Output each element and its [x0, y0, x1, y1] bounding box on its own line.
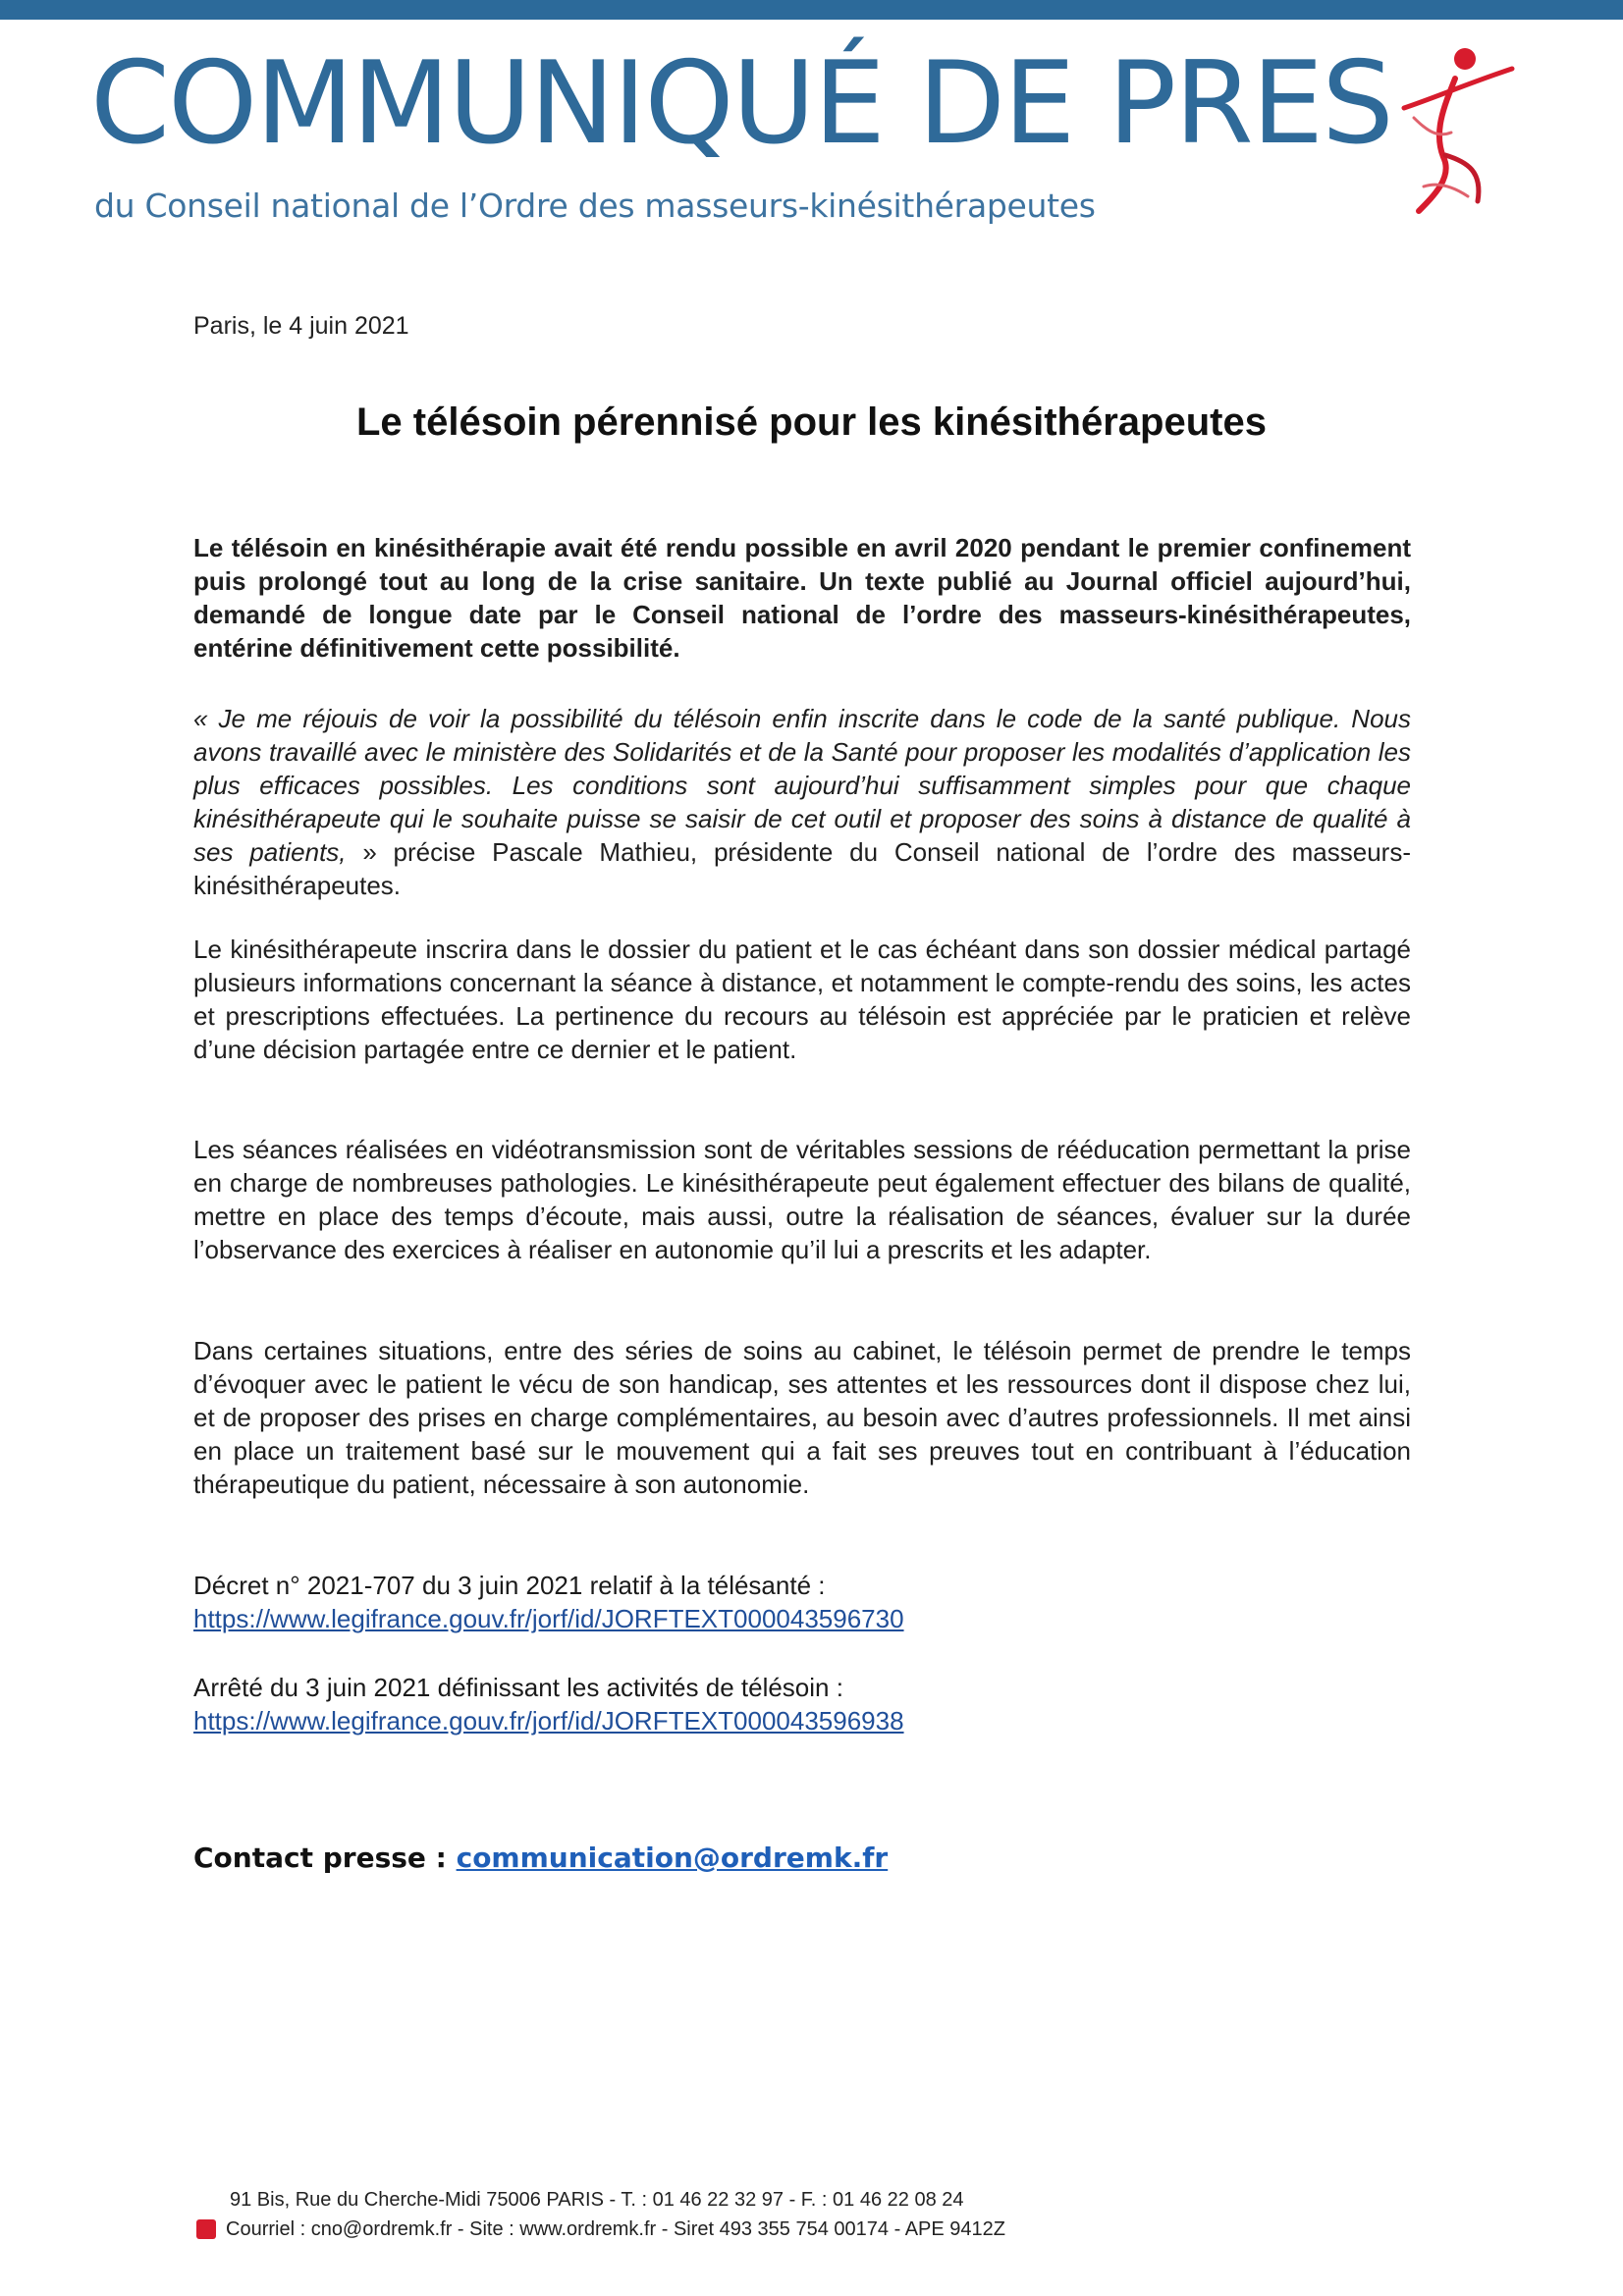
footer-details: Courriel : cno@ordremk.fr - Site : www.ordremk.fr - Siret 493 355 754 00174 - APE 9412Z	[226, 2218, 1005, 2240]
reference-link[interactable]: https://www.legifrance.gouv.fr/jorf/id/JORFTEXT000043596938	[193, 1706, 904, 1735]
quote-attribution: » précise Pascale Mathieu, présidente du Conseil national de l’ordre des masseurs-kinésithérapeutes.	[193, 837, 1411, 900]
quote-text: « Je me réjouis de voir la possibilité du télésoin enfin inscrite dans le code de la santé publique. Nous avons travaillé avec le ministère des Solidarités et de la Santé pour proposer les modalités d’application les plus efficaces possibles. Les conditions sont aujourd’hui suffisamment simples pour que chaque kinésithérapeute qui le souhaite puisse se saisir de cet outil et proposer des soins à distance de qualité à ses patients,	[193, 704, 1411, 867]
masthead-subtitle: du Conseil national de l’Ordre des masseurs-kinésithérapeutes	[94, 187, 1096, 225]
red-square-icon	[196, 2219, 216, 2239]
reference-label: Décret n° 2021-707 du 3 juin 2021 relatif à la télésanté :	[193, 1571, 826, 1600]
body-paragraph: Les séances réalisées en vidéotransmission sont de véritables sessions de rééducation permettant la prise en charge de nombreuses pathologies. Le kinésithérapeute peut également effectuer des bilans de qualité, mettre en place des temps d’écoute, mais aussi, outre la réalisation de séances, évaluer sur la durée l’observance des exercices à réaliser en autonomie qu’il lui a prescrits et les adapter.	[193, 1135, 1411, 1264]
reference-label: Arrêté du 3 juin 2021 définissant les activités de télésoin :	[193, 1673, 843, 1702]
quote-paragraph	[193, 702, 1411, 902]
top-accent-bar	[0, 0, 1623, 20]
body-paragraph: Dans certaines situations, entre des séries de soins au cabinet, le télésoin permet de prendre le temps d’évoquer avec le patient le vécu de son handicap, ses attentes et les ressources dont il dispose chez lui, et de proposer des prises en charge complémentaires, au besoin avec d’autres professionnels. Il met ainsi en place un traitement basé sur le mouvement qui a fait ses preuves tout en contribuant à l’éducation thérapeutique du patient, nécessaire à son autonomie.	[193, 1336, 1411, 1499]
press-contact	[193, 1842, 888, 1874]
reference-link[interactable]: https://www.legifrance.gouv.fr/jorf/id/JORFTEXT000043596730	[193, 1604, 904, 1633]
contact-label: Contact presse :	[193, 1842, 457, 1874]
masthead-title: COMMUNIQUÉ DE PRES	[90, 37, 1392, 170]
contact-email-link[interactable]: communication@ordremk.fr	[456, 1842, 889, 1874]
footer-details-row	[196, 2215, 1005, 2244]
headline: Le télésoin pérennisé pour les kinésithérapeutes	[356, 400, 1267, 444]
body-paragraph: Le kinésithérapeute inscrira dans le dossier du patient et le cas échéant dans son dossier médical partagé plusieurs informations concernant la séance à distance, et notamment le compte-rendu des soins, les actes et prescriptions effectuées. La pertinence du recours au télésoin est appréciée par le praticien et relève d’une décision partagée entre ce dernier et le patient.	[193, 934, 1411, 1064]
reference-arrete	[193, 1671, 1411, 1737]
reference-decret	[193, 1569, 1411, 1635]
red-figure-logo-icon	[1375, 39, 1522, 216]
lead-paragraph: Le télésoin en kinésithérapie avait été rendu possible en avril 2020 pendant le premier confinement puis prolongé tout au long de la crise sanitaire. Un texte publié au Journal officiel aujourd’hui, demandé de longue date par le Conseil national de l’ordre des masseurs-kinésithérapeutes, entérine définitivement cette possibilité.	[193, 533, 1411, 663]
footer	[196, 2185, 1005, 2244]
dateline: Paris, le 4 juin 2021	[193, 312, 409, 340]
footer-address: 91 Bis, Rue du Cherche-Midi 75006 PARIS - T. : 01 46 22 32 97 - F. : 01 46 22 08 24	[230, 2189, 964, 2211]
